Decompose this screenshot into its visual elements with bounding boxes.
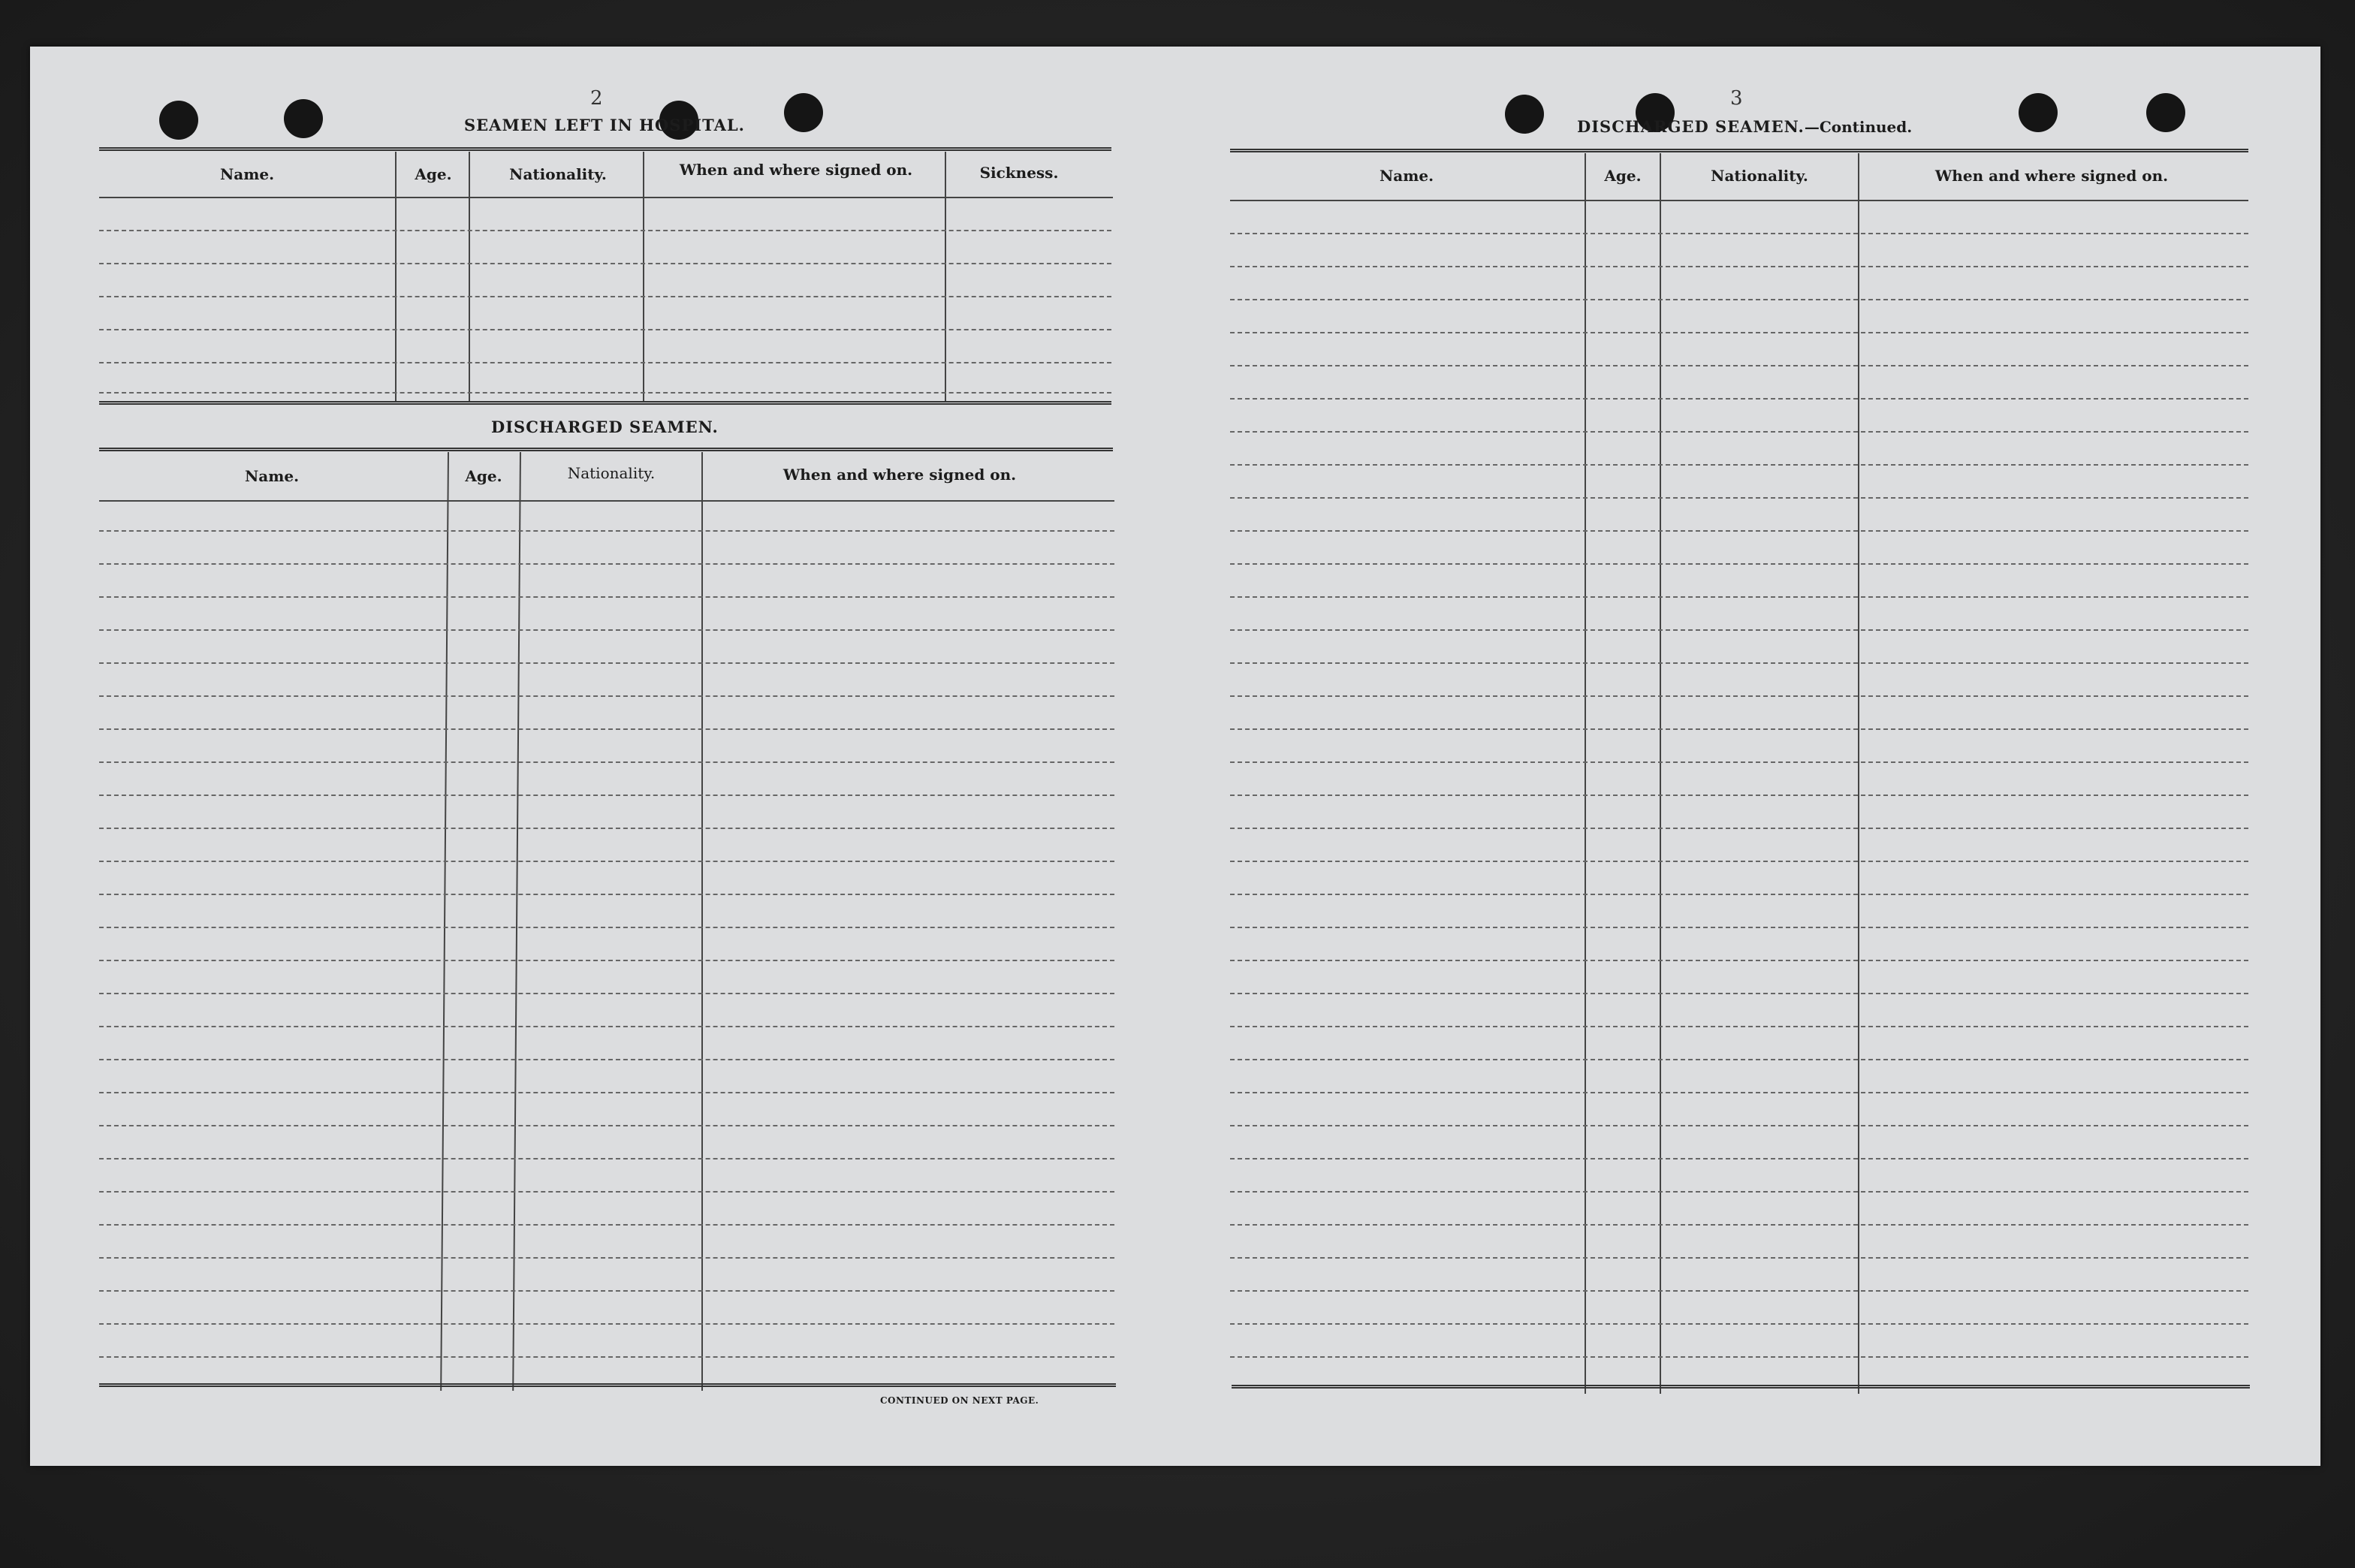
title-continued: —Continued.: [1804, 118, 1913, 136]
column-divider: [945, 152, 946, 403]
entry-line: [99, 563, 1114, 565]
column-divider: [1858, 153, 1859, 1394]
entry-line: [99, 1059, 1114, 1060]
double-rule: [1232, 1385, 2250, 1389]
entry-line: [1230, 299, 2248, 300]
entry-line: [99, 861, 1114, 862]
column-divider: [440, 452, 449, 1391]
entry-line: [99, 695, 1114, 697]
entry-line: [99, 296, 1111, 297]
entry-line: [1230, 233, 2248, 234]
punch-hole: [784, 93, 823, 132]
page-number: 3: [1730, 87, 1743, 110]
entry-line: [1230, 266, 2248, 267]
column-header-signed-on: When and where signed on.: [782, 466, 1017, 484]
entry-line: [99, 960, 1114, 961]
entry-line: [1230, 761, 2248, 763]
entry-line: [1230, 960, 2248, 961]
column-header-name: Name.: [244, 467, 300, 485]
entry-line: [1230, 1026, 2248, 1027]
column-divider: [1660, 153, 1661, 1394]
entry-line: [99, 927, 1114, 928]
column-header-nationality: Nationality.: [567, 464, 656, 482]
entry-line: [99, 728, 1114, 730]
entry-line: [99, 662, 1114, 664]
entry-line: [99, 1158, 1114, 1159]
column-header-nationality: Nationality.: [1711, 167, 1808, 185]
entry-line: [1230, 1125, 2248, 1126]
punch-hole: [2146, 93, 2185, 132]
hospital-section-title: SEAMEN LEFT IN HOSPITAL.: [464, 116, 745, 134]
entry-line: [99, 1290, 1114, 1292]
header-rule: [1230, 200, 2248, 201]
continued-note: CONTINUED ON NEXT PAGE.: [880, 1395, 1039, 1406]
entry-line: [99, 329, 1111, 330]
punch-hole: [2019, 93, 2058, 132]
double-rule: [99, 448, 1113, 451]
column-divider: [1585, 153, 1586, 1394]
entry-line: [1230, 1092, 2248, 1093]
discharged-continued-title: [1577, 117, 1912, 136]
entry-line: [1230, 894, 2248, 895]
entry-line: [1230, 662, 2248, 664]
entry-line: [99, 362, 1111, 363]
entry-line: [1230, 464, 2248, 466]
column-divider: [469, 152, 470, 403]
entry-line: [99, 1092, 1114, 1093]
entry-line: [99, 1257, 1114, 1259]
column-header-name: Name.: [219, 165, 275, 183]
column-header-age: Age.: [1604, 167, 1642, 185]
entry-line: [99, 993, 1114, 994]
column-divider: [512, 452, 521, 1391]
entry-line: [1230, 497, 2248, 499]
entry-line: [1230, 398, 2248, 400]
entry-line: [1230, 563, 2248, 565]
entry-line: [99, 1224, 1114, 1226]
entry-line: [1230, 431, 2248, 433]
entry-line: [1230, 795, 2248, 796]
column-header-age: Age.: [465, 467, 502, 485]
entry-line: [1230, 1356, 2248, 1358]
entry-line: [99, 894, 1114, 895]
column-header-sickness: Sickness.: [979, 164, 1059, 182]
entry-line: [99, 392, 1111, 394]
entry-line: [1230, 1191, 2248, 1193]
punch-hole: [159, 101, 198, 140]
column-header-age: Age.: [415, 165, 452, 183]
entry-line: [99, 1323, 1114, 1325]
title-main: DISCHARGED SEAMEN.: [1577, 117, 1805, 136]
entry-line: [99, 1125, 1114, 1126]
entry-line: [1230, 1158, 2248, 1159]
column-header-nationality: Nationality.: [509, 165, 607, 183]
column-divider: [701, 452, 703, 1391]
entry-line: [99, 230, 1111, 231]
entry-line: [99, 530, 1114, 532]
entry-line: [1230, 1290, 2248, 1292]
entry-line: [1230, 828, 2248, 829]
entry-line: [99, 1356, 1114, 1358]
entry-line: [99, 761, 1114, 763]
discharged-section-title: DISCHARGED SEAMEN.: [491, 418, 719, 436]
header-rule: [99, 197, 1113, 198]
entry-line: [99, 1191, 1114, 1193]
entry-line: [99, 596, 1114, 598]
entry-line: [1230, 1257, 2248, 1259]
entry-line: [99, 828, 1114, 829]
punch-hole: [1505, 95, 1544, 134]
double-rule: [99, 1383, 1116, 1387]
entry-line: [1230, 695, 2248, 697]
entry-line: [1230, 332, 2248, 333]
column-divider: [395, 152, 397, 403]
entry-line: [1230, 861, 2248, 862]
entry-line: [1230, 993, 2248, 994]
entry-line: [1230, 1224, 2248, 1226]
entry-line: [1230, 1059, 2248, 1060]
document-sheet: [30, 47, 2320, 1466]
page-number: 2: [590, 87, 603, 110]
entry-line: [99, 629, 1114, 631]
double-rule: [99, 147, 1111, 151]
entry-line: [1230, 927, 2248, 928]
double-rule: [99, 401, 1111, 405]
column-header-signed-on: When and where signed on.: [679, 161, 913, 179]
entry-line: [1230, 1323, 2248, 1325]
column-header-signed-on: When and where signed on.: [1934, 167, 2169, 185]
entry-line: [1230, 596, 2248, 598]
header-rule: [99, 500, 1114, 502]
entry-line: [1230, 365, 2248, 366]
punch-hole: [284, 99, 323, 138]
entry-line: [99, 795, 1114, 796]
column-divider: [643, 152, 644, 403]
column-header-name: Name.: [1379, 167, 1434, 185]
entry-line: [1230, 629, 2248, 631]
entry-line: [99, 1026, 1114, 1027]
entry-line: [1230, 728, 2248, 730]
entry-line: [1230, 530, 2248, 532]
double-rule: [1230, 149, 2248, 152]
entry-line: [99, 263, 1111, 264]
